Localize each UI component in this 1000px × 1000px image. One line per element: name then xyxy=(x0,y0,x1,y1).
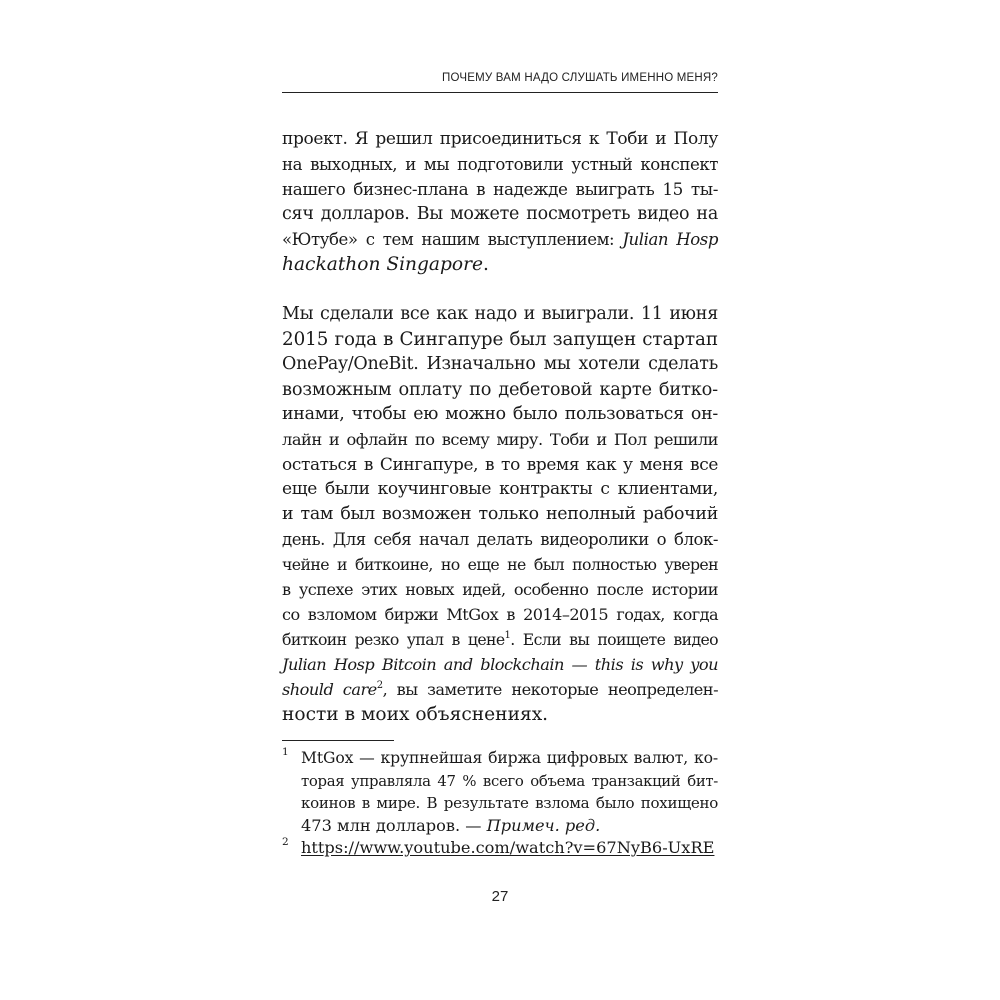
text-line xyxy=(282,627,718,652)
text-line: в успехе этих новых идей, особенно после истории xyxy=(282,580,718,599)
paragraph-2 xyxy=(282,302,718,727)
text-fragment: «Ютубе» с тем нашим выступлением: xyxy=(282,230,615,249)
footnote-number: 2 xyxy=(282,836,289,848)
paragraph-gap xyxy=(282,277,718,302)
text-line: проект. Я решил присоединиться к Тоби и Полу xyxy=(282,129,718,149)
footnotes xyxy=(282,747,718,860)
text-line xyxy=(282,677,718,702)
footnote-url-link[interactable]: https://www.youtube.com/watch?v=67NyB6-UxRE xyxy=(301,838,715,857)
text-line: день. Для себя начал делать видеоролики о блок- xyxy=(282,530,718,549)
video-title-italic: Julian Hosp Bitcoin and blockchain — this is why you xyxy=(282,655,718,674)
video-title-italic: hackathon Singapore xyxy=(282,254,483,275)
text-line: на выходных, и мы подготовили устный конспект xyxy=(282,155,718,174)
text-line: возможным оплату по дебетовой карте битко- xyxy=(282,379,718,400)
text-line xyxy=(282,227,718,252)
text-line: остаться в Сингапуре, в то время как у меня все xyxy=(282,454,718,474)
footnote-ref-1[interactable]: 1 xyxy=(504,630,511,641)
text-line: OnePay/OneBit. Изначально мы хотели сделать xyxy=(282,354,718,374)
text-line: чейне и биткоине, но еще не был полностью уверен xyxy=(282,555,718,574)
editor-note-italic: Примеч. ред. xyxy=(486,815,601,835)
text-line: Мы сделали все как надо и выиграли. 11 июня xyxy=(282,304,718,324)
footnote-ref-2[interactable]: 2 xyxy=(376,680,383,691)
paragraph-1 xyxy=(282,127,718,277)
text-fragment: 473 млн долларов. — xyxy=(301,815,487,835)
text-line xyxy=(282,652,718,677)
text-line xyxy=(282,252,718,277)
text-line: ности в моих объяснениях. xyxy=(282,704,549,725)
text-fragment: , вы заметите некоторые неопределен- xyxy=(382,680,719,699)
footnote-line: коинов в мире. В результате взлома было похищено xyxy=(301,794,718,812)
text-line: лайн и офлайн по всему миру. Тоби и Пол решили xyxy=(282,430,718,449)
body-text xyxy=(282,127,718,727)
page-number: 27 xyxy=(491,888,509,905)
text-line: инами, чтобы ею можно было пользоваться он- xyxy=(282,404,718,424)
text-line: 2015 года в Сингапуре был запущен стартап xyxy=(282,329,718,350)
text-line: сяч долларов. Вы можете посмотреть видео на xyxy=(282,204,718,224)
video-title-italic: Julian Hosp xyxy=(622,230,718,249)
text-fragment: биткоин резко упал в цене xyxy=(282,630,505,649)
text-fragment: . Если вы поищете видео xyxy=(510,630,719,649)
text-line: и там был возможен только неполный рабочий xyxy=(282,504,718,524)
footnote-1 xyxy=(282,747,718,837)
footnote-line: MtGox — крупнейшая биржа цифровых валют, ко- xyxy=(301,748,718,767)
footnote-2 xyxy=(282,837,718,860)
text-line: еще были коучинговые контракты с клиентами, xyxy=(282,479,718,499)
text-line: нашего бизнес-плана в надежде выиграть 15 ты- xyxy=(282,179,718,199)
footnote-line xyxy=(301,815,718,838)
text-line: со взломом биржи MtGox в 2014–2015 годах, когда xyxy=(282,605,718,624)
running-head: ПОЧЕМУ ВАМ НАДО СЛУШАТЬ ИМЕННО МЕНЯ? xyxy=(442,72,718,84)
footnote-line: торая управляла 47 % всего объема транзакций бит- xyxy=(301,771,718,790)
footnote-number: 1 xyxy=(282,746,289,758)
text-fragment: . xyxy=(483,254,489,275)
video-title-italic: should care xyxy=(282,680,377,699)
footnote-rule xyxy=(282,740,394,741)
header-rule xyxy=(282,92,718,93)
